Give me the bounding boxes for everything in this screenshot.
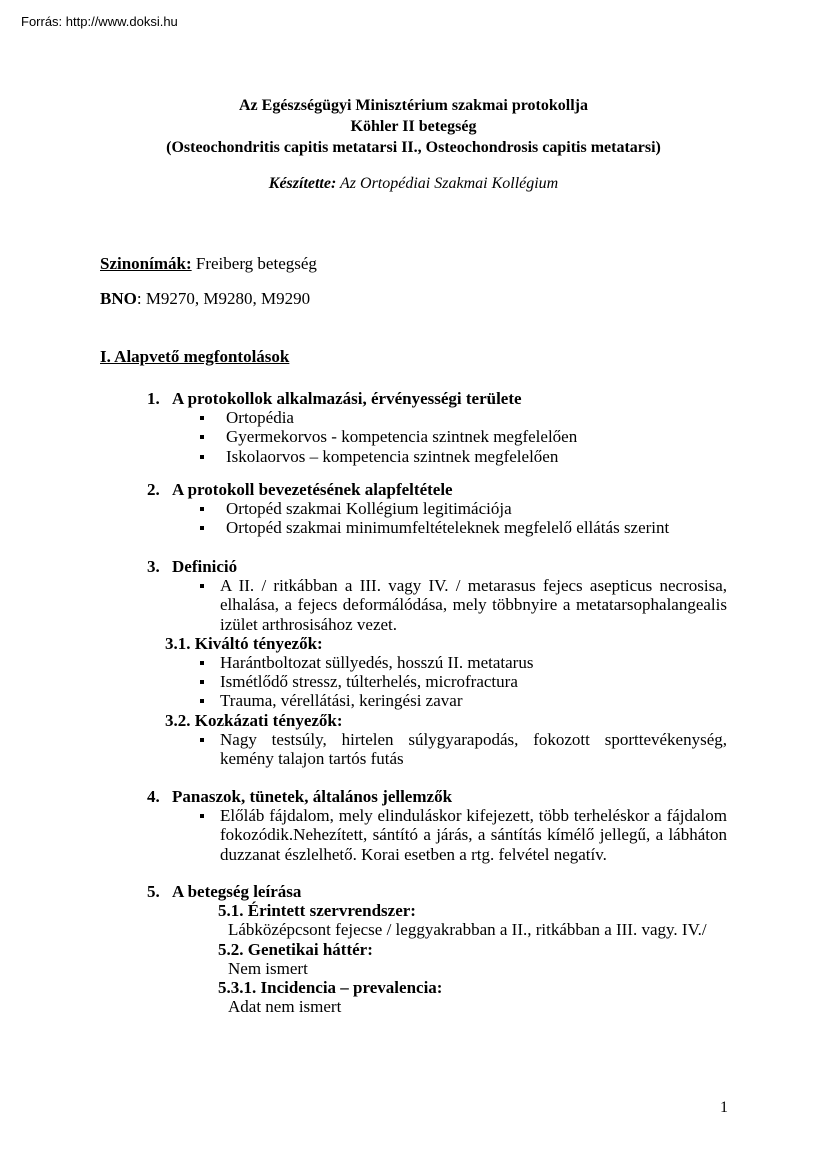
subsection-5-2-label: 5.2. Genetikai háttér: [218,939,373,959]
list-item [100,427,727,446]
section-5-heading [100,882,727,901]
byline [0,174,827,193]
bno-label: BNO [100,289,137,308]
list-item [100,691,727,710]
section-3-title: Definició [172,557,238,576]
synonyms-label: Szinonímák: [100,254,192,273]
subsection-3-1-label: 3.1. Kiváltó tényezők: [165,633,323,653]
list-item-text: Ortopéd szakmai minimumfeltételeknek megfelelő ellátás szerint [226,518,670,538]
byline-label: Készítette: [268,175,337,192]
section-4-number: 4. [147,787,160,806]
section-3-number: 3. [147,557,160,576]
list-item [100,518,727,537]
subsection-5-2-text: Nem ismert [228,958,308,978]
section-2-heading [100,480,727,499]
subsection-5-1-text: Lábközépcsont fejecse / leggyakrabban a II., ritkábban a III. vagy. IV./ [228,920,707,940]
section-4-heading [100,787,727,806]
list-item [100,672,727,691]
list-item-text: Iskolaorvos – kompetencia szintnek megfelelően [226,446,559,466]
square-bullet-icon [200,699,204,703]
square-bullet-icon [200,526,204,530]
list-item-text: Trauma, vérellátási, keringési zavar [220,691,463,711]
square-bullet-icon [200,416,204,420]
symptoms-paragraph [100,806,727,864]
symptoms-text: Előláb fájdalom, mely elinduláskor kifejezett, több terheléskor a fájdalom fokozódik.Nehezített, sántító a járás, a sántítás kímélő jellegű, a lábháton duzzanat észlelhető. Korai esetben a rtg. felvétel negatív. [220,806,727,864]
source-url-line: Forrás: http://www.doksi.hu [21,14,178,29]
list-item [100,447,727,466]
list-item [100,408,727,427]
subsection-5-3-1-label: 5.3.1. Incidencia – prevalencia: [218,978,443,998]
list-item-text: Ortopéd szakmai Kollégium legitimációja [226,499,512,519]
list-item [100,653,727,672]
subsection-5-3-1-text: Adat nem ismert [228,997,342,1017]
square-bullet-icon [200,738,204,742]
title-line-3: (Osteochondritis capitis metatarsi II., Osteochondrosis capitis metatarsi) [166,139,661,156]
synonyms-value: Freiberg betegség [191,254,317,273]
list-item [100,499,727,518]
section-2-title: A protokoll bevezetésének alapfeltétele [172,480,453,499]
document-title-block [0,95,827,158]
title-line-2: Köhler II betegség [350,118,477,135]
section-5-title: A betegség leírása [172,882,302,901]
section-4 [100,787,727,864]
section-1 [100,389,727,466]
section-2 [100,480,727,538]
section-3-heading [100,557,727,576]
square-bullet-icon [200,455,204,459]
square-bullet-icon [200,814,204,818]
byline-value: Az Ortopédiai Szakmai Kollégium [336,175,559,192]
square-bullet-icon [200,584,204,588]
section-5-number: 5. [147,882,160,901]
list-item-text: Ismétlődő stressz, túlterhelés, microfractura [220,672,518,692]
section-1-number: 1. [147,389,160,408]
section-3 [100,557,727,768]
risk-paragraph [100,730,727,768]
section-5 [100,882,727,1016]
subsection-3-2-label: 3.2. Kozkázati tényezők: [165,710,343,730]
square-bullet-icon [200,680,204,684]
list-item-text: Harántboltozat süllyedés, hosszú II. metatarus [220,653,534,673]
chapter-heading: I. Alapvető megfontolások [100,347,290,366]
list-item-text: Ortopédia [226,408,294,428]
list-item-text: Gyermekorvos - kompetencia szintnek megfelelően [226,427,578,447]
bno-line [100,289,727,308]
title-line-1: Az Egészségügyi Minisztérium szakmai protokollja [238,97,588,114]
square-bullet-icon [200,435,204,439]
square-bullet-icon [200,507,204,511]
subsection-5-1-label: 5.1. Érintett szervrendszer: [218,901,416,921]
synonyms-line [100,254,727,273]
bno-value: : M9270, M9280, M9290 [136,289,311,308]
section-1-title: A protokollok alkalmazási, érvényességi területe [172,389,522,408]
definition-paragraph [100,576,727,634]
risk-text: Nagy testsúly, hirtelen súlygyarapodás, fokozott sporttevékenység, kemény talajon tartós futás [220,729,727,769]
section-1-heading [100,389,727,408]
section-4-title: Panaszok, tünetek, általános jellemzők [172,787,453,806]
definition-text: A II. / ritkábban a III. vagy IV. / metarasus fejecs asepticus necrosisa, elhalása, a fejecs deformálódása, mely többnyire a metatarsophalangealis izület arthrosisához vezet. [220,576,727,634]
section-2-number: 2. [147,480,160,499]
page-number: 1 [720,1099,728,1116]
square-bullet-icon [200,661,204,665]
